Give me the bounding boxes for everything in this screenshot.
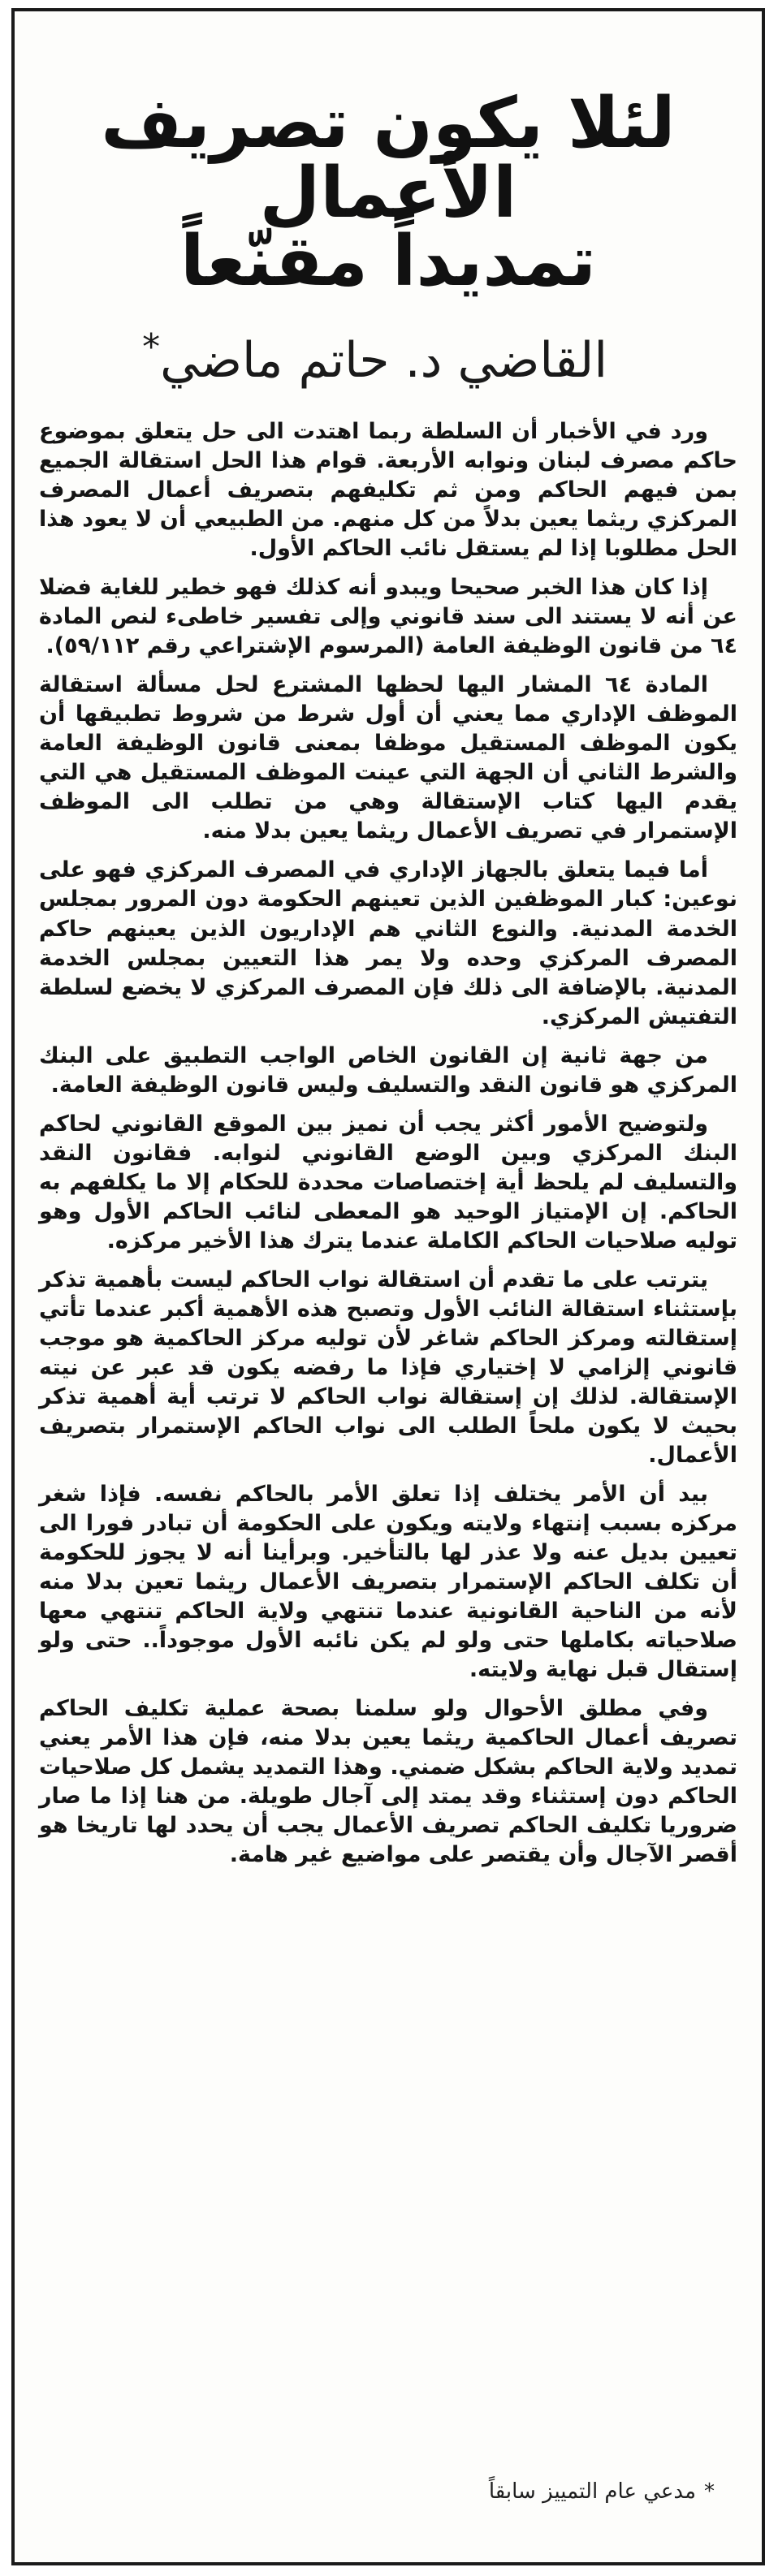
article-paragraph: بيد أن الأمر يختلف إذا تعلق الأمر بالحاكم نفسه. فإذا شغر مركزه بسبب إنتهاء ولايته ويكون على الحكومة أن تبادر فورا الى تعيين بديل عنه ولا عذر لها بالتأخير. وبرأينا أنه لا يجوز للحكومة أن تكلف الحاكم الإستمرار بتصريف الأعمال ريثما تعين بدلا منه لأنه من الناحية القانونية عندما تنتهي ولاية الحاكم تنتهي معها صلاحياته بكاملها حتى ولو لم يكن نائبه الأول موجوداً.. حتى ولو إستقال قبل نهاية ولايته. (39, 1482, 737, 1683)
author-name: القاضي د. حاتم ماضي (160, 332, 607, 389)
footnote-marker: * (704, 2479, 715, 2504)
article-paragraph: يترتب على ما تقدم أن استقالة نواب الحاكم ليست بأهمية تذكر بإستثناء استقالة النائب الأول وتصبح هذه الأهمية أكبر عندما تأتي إستقالته ومركز الحاكم شاغر لأن توليه مركز الحاكمية هو موجب قانوني إلزامي لا إختياري فإذا ما رفضه يكون قد عبر عن نيته الإستقالة. لذلك إن إستقالة نواب الحاكم لا ترتب أية أهمية تذكر بحيث لا يكون ملحاً الطلب الى نواب الحاكم الإستمرار بتصريف الأعمال. (39, 1266, 737, 1469)
article-paragraph: ورد في الأخبار أن السلطة ربما اهتدت الى حل يتعلق بموضوع حاكم مصرف لبنان ونوابه الأربعة. قوام هذا الحل استقالة الجميع بمن فيهم الحاكم ومن ثم تكليفهم بتصريف أعمال المصرف المركزي ريثما يعين بدلاً من كل منهم. من الطبيعي أن لا يعود هذا الحل مطلوبا إذا لم يستقل نائب الحاكم الأول. (39, 419, 737, 562)
newspaper-article-clipping (11, 8, 765, 2565)
author-footnote-marker: * (142, 326, 161, 368)
article-paragraph: أما فيما يتعلق بالجهاز الإداري في المصرف المركزي فهو على نوعين: كبار الموظفين الذين تعينهم الحكومة دون المرور بمجلس الخدمة المدنية. والنوع الثاني هم الإداريون الذين يعينهم حاكم المصرف المركزي وحده ولا يمر هذا التعيين بمجلس الخدمة المدنية. بالإضافة الى ذلك فإن المصرف المركزي لا يخضع لسلطة التفتيش المركزي. (39, 857, 737, 1029)
article-paragraph: ولتوضيح الأمور أكثر يجب أن نميز بين الموقع القانوني لحاكم البنك المركزي وبين الوضع القانوني لنوابه. فقانون النقد والتسليف لم يلحظ أية إختصاصات محددة للحكام إلا ما يكلفهم به الحاكم. إن الإمتياز الوحيد هو المعطى لنائب الحاكم الأول وهو توليه صلاحيات الحاكم الكاملة عندما يترك هذا الأخير مركزه. (39, 1111, 737, 1253)
article-paragraph: إذا كان هذا الخبر صحيحا ويبدو أنه كذلك فهو خطير للغاية فضلا عن أنه لا يستند الى سند قانوني وإلى تفسير خاطىء لنص المادة ٦٤ من قانون الوظيفة العامة (المرسوم الإشتراعي رقم ٥٩/١١٢). (39, 575, 737, 659)
article-body (39, 417, 737, 1879)
byline (136, 326, 607, 389)
article-paragraph: من جهة ثانية إن القانون الخاص الواجب التطبيق على البنك المركزي هو قانون النقد والتسليف وليس قانون الوظيفة العامة. (39, 1042, 737, 1098)
headline-line-2: تمديداً مقنّعاً (179, 221, 597, 302)
author-footnote (489, 2479, 715, 2504)
article-paragraph: المادة ٦٤ المشار اليها لحظها المشترع لحل مسألة استقالة الموظف الإداري مما يعني أن أول شرط من شروط تطبيقها أن يكون الموظف المستقيل موظفا بمعنى قانون الوظيفة العامة والشرط الثاني أن الجهة التي عينت الموظف المستقيل هي التي يقدم اليها كتاب الإستقالة وهي من تطلب الى الموظف الإستمرار في تصريف الأعمال ريثما يعين بدلا منه. (39, 672, 737, 844)
footnote-text: مدعي عام التمييز سابقاً (488, 2479, 696, 2504)
article-paragraph: وفي مطلق الأحوال ولو سلمنا بصحة عملية تكليف الحاكم تصريف أعمال الحاكمية ريثما يعين بدلا منه، فإن هذا الأمر يعني تمديد ولاية الحاكم بشكل ضمني. وهذا التمديد يشمل كل صلاحيات الحاكم دون إستثناء وقد يمتد إلى آجال طويلة. من هنا إذا ما صار ضروريا تكليف الحاكم تصريف الأعمال يجب أن يحدد لها تاريخا هو أقصر الآجال وأن يقتصر على مواضيع غير هامة. (39, 1696, 737, 1868)
headline-line-1: لئلا يكون تصريف الأعمال (101, 83, 676, 234)
